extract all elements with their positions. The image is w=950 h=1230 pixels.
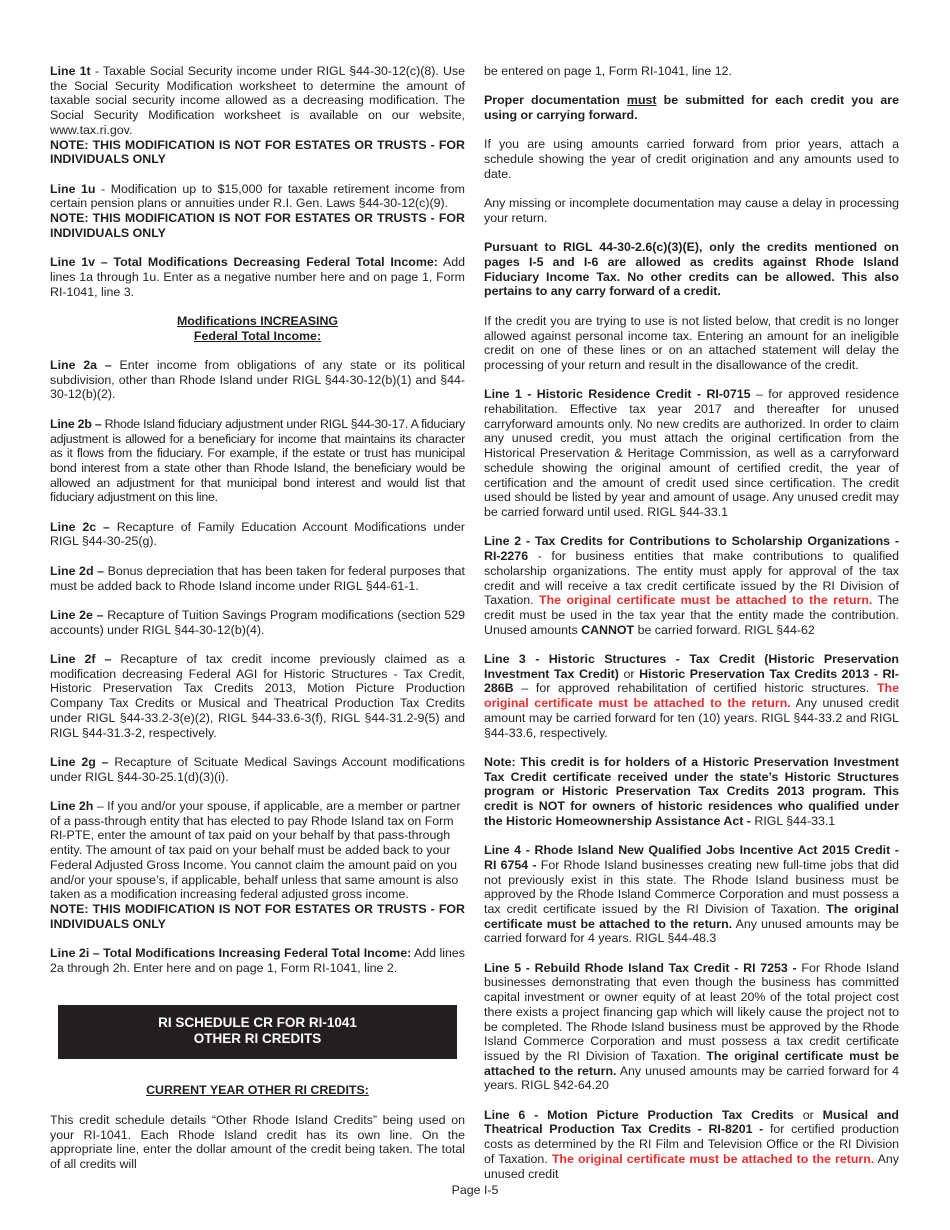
line-3-credit-red: The original certificate must be attached to the return. [484, 681, 899, 711]
heading-current-year [50, 1083, 465, 1098]
left-column [50, 64, 465, 1186]
line-2-credit-head: Line 2 - Tax Credits for Contributions to Scholarship Organizations - RI-2276 [484, 534, 899, 564]
line-2c-head: Line 2c – [50, 519, 110, 534]
line-4-credit-bold: The original certificate must be attached to the return. [484, 901, 899, 931]
line-2f-paragraph [50, 652, 465, 740]
line-1t-note: NOTE: THIS MODIFICATION IS NOT FOR ESTATES OR TRUSTS - FOR INDIVIDUALS ONLY [50, 137, 465, 167]
line-5-credit-bold: The original certificate must be attached to the return. [484, 1048, 899, 1078]
line-3-note-paragraph [484, 755, 899, 829]
line-2h-paragraph [50, 799, 465, 931]
line-6-credit-or: or [793, 1107, 823, 1122]
line-2d-paragraph [50, 564, 465, 593]
line-6-credit-text: for certified production costs as determined by the RI Film and Television Office or the RI Division of Taxation. [484, 1122, 899, 1166]
line-1u-note: NOTE: THIS MODIFICATION IS NOT FOR ESTATES OR TRUSTS - FOR INDIVIDUALS ONLY [50, 211, 465, 240]
line-6-credit-head: Line 6 - Motion Picture Production Tax Credits [484, 1107, 794, 1122]
line-2e-text: Recapture of Tuition Savings Program modifications (section 529 accounts) under RIGL §44-30-12(b)(4). [50, 607, 466, 637]
banner-line2: OTHER RI CREDITS [193, 1031, 322, 1047]
line-3-credit-text: – for approved rehabilitation of certified historic structures. [513, 681, 877, 696]
line-4-credit-text: For Rhode Island businesses creating new full-time jobs that did not previously exist in this state. The Rhode Island business must be approved by the Rhode Island Commerce Corporation and must possess a tax credit certificate issued by the RI Division of Taxation. [484, 857, 899, 916]
documentation-must: must [626, 93, 657, 108]
line-2a-paragraph [50, 358, 465, 402]
line-2f-head: Line 2f – [50, 651, 112, 666]
line-1v-paragraph [50, 255, 465, 299]
line-2-credit-red: The original certificate must be attached to the return. [539, 593, 873, 608]
carry-forward-paragraph: If you are using amounts carried forward from prior years, attach a schedule showing the year of credit origination and any amounts used to date. [484, 137, 899, 181]
schedule-cr-banner [58, 1005, 457, 1059]
pursuant-paragraph [484, 240, 899, 299]
line-1v-text: Add lines 1a through 1u. Enter as a negative number here and on page 1, Form RI-1041, line 3. [50, 255, 465, 299]
line-5-credit-head: Line 5 - Rebuild Rhode Island Tax Credit - RI 7253 - [484, 960, 797, 975]
line-2i-paragraph [50, 946, 465, 975]
documentation-text-a: Proper documentation [484, 93, 627, 108]
line-4-credit-text2: Any unused amounts may be carried forward for 4 years. RIGL §44-48.3 [484, 916, 899, 946]
line-4-credit-head: Line 4 - Rhode Island New Qualified Jobs Incentive Act 2015 Credit - RI 6754 - [484, 843, 899, 872]
line-3-note-text: RIGL §44-33.1 [754, 813, 836, 828]
not-listed-paragraph: If the credit you are trying to use is not listed below, that credit is no longer allowed against personal income tax. Entering an amount for an ineligible credit on one of these lines or on an attached statement will delay the processing of your return and result in the disallowance of the credit. [484, 313, 899, 372]
line-5-credit-text: For Rhode Island businesses demonstrating that even though the business has committed capital investment or owner equity of at least 20% of the total project cost there exists a project financing gap which will likely cause the project not to be completed. The Rhode Island business must be approved by the Rhode Island Commerce Corporation and must possess a tax credit certificate issued by the RI Division of Taxation. [484, 960, 899, 1063]
right-column [484, 64, 899, 1196]
line-6-credit-head2: Musical and Theatrical Production Tax Credits - RI-8201 - [484, 1107, 899, 1137]
line-4-credit-paragraph [484, 843, 899, 946]
line-6-credit-text2: Any unused credit [484, 1151, 900, 1181]
line-1-credit-head: Line 1 - Historic Residence Credit - RI-0715 [484, 387, 751, 402]
line-1u-text: - Modification up to $15,000 for taxable retirement income from certain pension plans or annuities under R.I. Gen. Laws §44-30-12(c)(9). [50, 181, 465, 211]
banner-line1: RI SCHEDULE CR FOR RI-1041 [158, 1015, 357, 1031]
line-1u-head: Line 1u [50, 181, 96, 196]
line-2f-text: Recapture of tax credit income previously claimed as a modification decreasing Federal AGI for Historic Structures - Tax Credit, Historic Preservation Tax Credits 2013, Motion Picture Production Company Tax Credits or Musical and Theatrical Production Tax Credits under RIGL §44-33.2-3(e)(2), RIGL §44-33.6-3(f), RIGL §44-31.2-9(5) and RIGL §44-31.3-2, respectively. [50, 651, 465, 740]
line-2-credit-cannot: CANNOT [581, 622, 635, 637]
line-2-credit-paragraph [484, 534, 899, 637]
heading-increasing-line1: Modifications INCREASING [176, 313, 339, 328]
line-2b-head: Line 2b – [50, 416, 102, 431]
documentation-text-b: be submitted for each credit you are using or carrying forward. [484, 93, 899, 123]
heading-current-year-text: CURRENT YEAR OTHER RI CREDITS: [146, 1083, 369, 1098]
page-number: Page I-5 [451, 1183, 499, 1197]
line-6-credit-paragraph [484, 1108, 899, 1182]
line-6-credit-red: The original certificate must be attached to the return. [551, 1151, 875, 1166]
line-1v-head: Line 1v – Total Modifications Decreasing Federal Total Income: [50, 255, 438, 270]
line-2e-paragraph [50, 608, 465, 637]
line-2h-head: Line 2h [50, 798, 94, 813]
line-2b-paragraph [50, 417, 465, 505]
line-3-credit-text2: Any unused credit amount may be carried forward for ten (10) years. RIGL §44-33.2 and RIGL §44-33.6, respectively. [484, 696, 899, 740]
line-1t-paragraph [50, 64, 465, 167]
line-3-credit-head: Line 3 - Historic Structures - Tax Credit (Historic Preservation Investment Tax Credit) [484, 652, 899, 681]
line-2g-paragraph [50, 755, 465, 784]
heading-increasing-line2: Federal Total Income: [193, 328, 322, 343]
line-2b-text: Rhode Island fiduciary adjustment under RIGL §44-30-17. A fiduciary adjustment is allowed for a beneficiary for income that maintains its character as it flows from the fiduciary. For example, if the estate or trust has municipal bond interest from a state other than Rhode Island, the beneficiary would be allowed an adjustment for that municipal bond interest and would list that fiduciary adjustment on this line. [50, 416, 465, 505]
line-2e-head: Line 2e – [50, 607, 104, 622]
line-3-credit-paragraph [484, 652, 899, 740]
line-2d-head: Line 2d – [50, 563, 104, 578]
line-2i-head: Line 2i – Total Modifications Increasing Federal Total Income: [50, 946, 412, 960]
heading-increasing [50, 314, 465, 343]
line-2h-note: NOTE: THIS MODIFICATION IS NOT FOR ESTATES OR TRUSTS - FOR INDIVIDUALS ONLY [50, 901, 465, 931]
documentation-paragraph [484, 93, 899, 122]
missing-documentation-paragraph: Any missing or incomplete documentation may cause a delay in processing your return. [484, 196, 899, 225]
continuation-text: be entered on page 1, Form RI-1041, line 12. [484, 64, 732, 78]
line-2c-paragraph [50, 520, 465, 549]
line-2c-text: Recapture of Family Education Account Modifications under RIGL §44-30-25(g). [50, 519, 466, 549]
line-1t-text: - Taxable Social Security income under RIGL §44-30-12(c)(8). Use the Social Security Modification worksheet to determine the amount of taxable social security income allowed as a decreasing modification. The Social Security Modification worksheet is available on our website, www.tax.ri.gov. [50, 64, 466, 137]
line-3-credit-head2: Historic Preservation Tax Credits 2013 - RI-286B [484, 666, 899, 696]
schedule-description: This credit schedule details “Other Rhode Island Credits” being used on your RI-1041. Each Rhode Island credit has its own line. On the appropriate line, enter the dollar amount of the credit being taken. The total of all credits will [50, 1112, 465, 1171]
line-2a-head: Line 2a – [50, 358, 112, 372]
line-2g-text: Recapture of Scituate Medical Savings Account modifications under RIGL §44-30-25.1(d)(3)(i). [50, 754, 465, 784]
line-1u-paragraph [50, 182, 465, 241]
line-1t-head: Line 1t [50, 64, 91, 78]
line-2a-text: Enter income from obligations of any state or its political subdivision, other than Rhode Island under RIGL §44-30-12(b)(1) and §44-30-12(b)(2). [50, 358, 466, 402]
pursuant-text: Pursuant to RIGL 44-30-2.6(c)(3)(E), only the credits mentioned on pages I-5 and I-6 are allowed as credits against Rhode Island Fiduciary Income Tax. No other credits can be allowed. This also pertains to any carry forward of a credit. [484, 240, 899, 299]
line-1-credit-text: – for approved residence rehabilitation. Effective tax year 2017 and thereafter for unused carryforward amounts only. No new credits are authorized. In order to claim any unused credit, you must attach the original certification from the Historical Preservation & Heritage Commission, as well as a carryforward schedule showing the original amount of certified credit, the year of certification and the amount of credit used since certification. The credit used should be listed by year and amount of usage. Any unused credit may be carried forward until used. RIGL §44-33.1 [484, 387, 899, 519]
line-2-credit-text3: be carried forward. RIGL §44-62 [634, 622, 815, 637]
line-2d-text: Bonus depreciation that has been taken for federal purposes that must be added back to Rhode Island income under RIGL §44-61-1. [50, 563, 465, 593]
line-1-credit-paragraph [484, 387, 899, 519]
line-3-note-bold: Note: This credit is for holders of a Historic Preservation Investment Tax Credit certificate received under the state’s Historic Structures program or Historic Preservation Tax Credits 2013 program. This credit is NOT for owners of historic residences who qualified under the Historic Homeownership Assistance Act - [484, 754, 899, 828]
line-2h-text: – If you and/or your spouse, if applicable, are a member or partner of a pass-through entity that has elected to pay Rhode Island tax on Form RI-PTE, enter the amount of tax paid on your behalf by that pass-through entity. The amount of tax paid on your behalf must be added back to your Federal Adjusted Gross Income. You cannot claim the amount paid on you and/or your spouse’s, if applicable, behalf unless that same amount is also taken as a modification increasing federal adjusted gross income. [50, 798, 461, 902]
line-3-credit-or: or [618, 666, 640, 681]
line-2-credit-text2: The credit must be used in the tax year that the entity made the contribution. Unused amounts [484, 593, 899, 637]
line-5-credit-text2: Any unused amounts may be carried forward for 4 years. RIGL §42-64.20 [484, 1063, 899, 1093]
line-2g-head: Line 2g – [50, 754, 109, 769]
line-2-credit-text: - for business entities that make contributions to qualified scholarship organizations. The entity must apply for approval of the tax credit and will receive a tax credit certificate issued by the RI Division of Taxation. [484, 549, 899, 608]
line-5-credit-paragraph [484, 961, 899, 1093]
line-2i-text: Add lines 2a through 2h. Enter here and on page 1, Form RI-1041, line 2. [50, 946, 466, 975]
